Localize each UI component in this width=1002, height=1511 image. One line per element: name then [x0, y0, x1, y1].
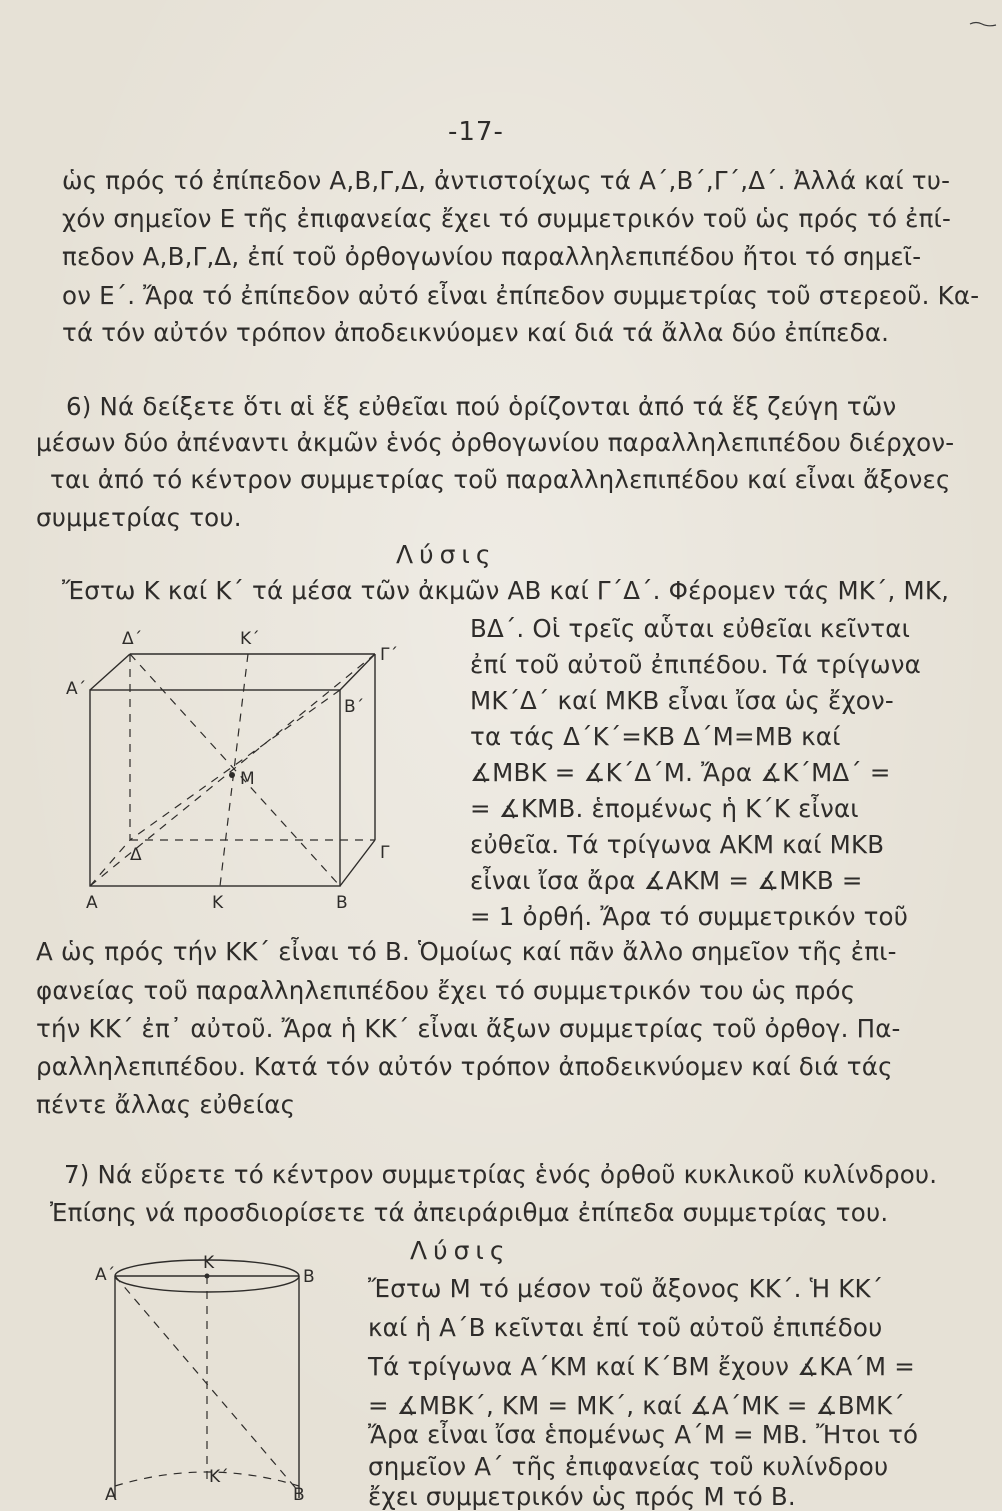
label-g1: Γ΄ — [380, 645, 398, 665]
label-b-top: Β — [303, 1267, 315, 1287]
problem-6-solution-line: εὐθεῖα. Τά τρίγωνα ΑΚΜ καί ΜΚΒ — [470, 830, 885, 859]
problem-7-solution-line: ἔχει συμμετρικόν ὡς πρός Μ τό Β. — [368, 1482, 796, 1511]
label-d: Δ — [130, 845, 142, 865]
label-g: Γ — [380, 843, 390, 863]
parallelepiped-figure — [60, 630, 400, 920]
problem-7-solution-line: σημεῖον Α΄ τῆς ἐπιφανείας τοῦ κυλίνδρου — [368, 1452, 889, 1481]
problem-6-statement-line: ται ἀπό τό κέντρον συμμετρίας τοῦ παραλληλεπιπέδου καί εἶναι ἄξονες — [50, 465, 951, 494]
problem-6-solution-line: πέντε ἄλλας εὐθείας — [36, 1090, 296, 1119]
text-line: πεδον Α,Β,Γ,Δ, ἐπί τοῦ ὀρθογωνίου παραλληλεπιπέδου ἤτοι τό σημεῖ- — [62, 242, 922, 271]
problem-7-solution-line: καί ἡ Α΄Β κεῖνται ἐπί τοῦ αὐτοῦ ἐπιπέδου — [368, 1313, 883, 1342]
label-b1: Β΄ — [344, 697, 365, 717]
text-line: ὡς πρός τό ἐπίπεδον Α,Β,Γ,Δ, ἀντιστοίχως τά Α΄,Β΄,Γ΄,Δ΄. Ἀλλά καί τυ- — [62, 166, 951, 195]
label-a: Α — [105, 1485, 117, 1505]
problem-6-solution-line: Α ὡς πρός τήν ΚΚ΄ εἶναι τό Β. Ὁμοίως καί πᾶν ἄλλο σημεῖον τῆς ἐπι- — [36, 937, 897, 966]
cylinder-figure — [95, 1248, 325, 1505]
label-k1: Κ΄ — [209, 1467, 229, 1487]
problem-6-solution-line: ∡ΜΒΚ = ∡Κ΄Δ΄Μ. Ἄρα ∡Κ΄ΜΔ΄ = — [470, 758, 891, 787]
point-k — [205, 1274, 210, 1279]
page-number: -17- — [448, 117, 504, 147]
corner-ink-mark — [968, 20, 998, 28]
label-k1: Κ΄ — [240, 629, 260, 649]
label-a: Α — [86, 893, 98, 913]
label-k: Κ — [212, 893, 224, 913]
problem-6-solution-line: Ἔστω Κ καί Κ΄ τά μέσα τῶν ἀκμῶν ΑΒ καί Γ΄Δ΄. Φέρομεν τάς ΜΚ΄, ΜΚ, — [62, 576, 950, 605]
text-line: χόν σημεῖον Ε τῆς ἐπιφανείας ἔχει τό συμμετρικόν τοῦ ὡς πρός τό ἐπί- — [62, 204, 952, 233]
problem-6-statement-line: μέσων δύο ἀπέναντι ἀκμῶν ἑνός ὀρθογωνίου παραλληλεπιπέδου διέρχον- — [36, 428, 955, 457]
problem-6-solution-line: τα τάς Δ΄Κ΄=ΚΒ Δ΄Μ=ΜΒ καί — [470, 722, 841, 751]
problem-6-solution-line: εἶναι ἴσα ἄρα ∡ΑΚΜ = ∡ΜΚΒ = — [470, 866, 863, 895]
problem-6-solution-line: ΒΔ΄. Οἱ τρεῖς αὗται εὐθεῖαι κεῖνται — [470, 614, 911, 643]
front-face — [90, 690, 340, 886]
problem-7-solution-line: = ∡ΜΒΚ΄, ΚΜ = ΜΚ΄, καί ∡Α΄ΜΚ = ∡ΒΜΚ΄ — [368, 1391, 905, 1420]
connect-edge-left-top — [90, 654, 130, 690]
label-a1: Α΄ — [95, 1265, 116, 1285]
problem-6-solution-heading: Λύσις — [396, 540, 497, 569]
problem-6-statement-line: συμμετρίας του. — [36, 503, 242, 532]
problem-6-solution-line: ἐπί τοῦ αὐτοῦ ἐπιπέδου. Τά τρίγωνα — [470, 650, 921, 679]
text-line: τά τόν αὐτόν τρόπον ἀποδεικνύομεν καί διά τά ἄλλα δύο ἐπίπεδα. — [62, 318, 890, 347]
text-line: ον Ε΄. Ἄρα τό ἐπίπεδον αὐτό εἶναι ἐπίπεδον συμμετρίας τοῦ στερεοῦ. Κα- — [62, 281, 980, 310]
label-b: Β — [336, 893, 348, 913]
connect-edge-right-bottom — [340, 840, 375, 886]
label-b: Β — [293, 1485, 305, 1505]
problem-6-solution-line: = ∡ΚΜΒ. ἑπομένως ἡ Κ΄Κ εἶναι — [470, 794, 859, 823]
diagonal-d1-b — [130, 654, 340, 886]
problem-6-solution-line: ΜΚ΄Δ΄ καί ΜΚΒ εἶναι ἴσα ὡς ἔχον- — [470, 686, 894, 715]
problem-7-solution-line: Ἔστω Μ τό μέσον τοῦ ἄξονος ΚΚ΄. Ἡ ΚΚ΄ — [368, 1274, 884, 1303]
problem-7-statement-line: Ἐπίσης νά προσδιορίσετε τά ἀπειράριθμα ἐπίπεδα συμμετρίας του. — [50, 1198, 889, 1227]
problem-6-solution-line: ραλληλεπιπέδου. Κατά τόν αὐτόν τρόπον ἀποδεικνύομεν καί διά τάς — [36, 1052, 893, 1081]
label-k: Κ — [203, 1253, 215, 1273]
problem-6-statement-line: 6) Νά δείξετε ὅτι αἱ ἕξ εὐθεῖαι πού ὁρίζονται ἀπό τά ἕξ ζεύγη τῶν — [66, 392, 897, 421]
label-d1: Δ΄ — [122, 629, 143, 649]
label-a1: Α΄ — [66, 679, 87, 699]
problem-6-solution-line: = 1 ὀρθή. Ἄρα τό συμμετρικόν τοῦ — [470, 902, 909, 931]
center-point-m — [229, 772, 235, 778]
hidden-edge-left-bottom — [90, 840, 130, 886]
problem-6-solution-line: τήν ΚΚ΄ ἐπ᾽ αὐτοῦ. Ἄρα ἡ ΚΚ΄ εἶναι ἄξων συμμετρίας τοῦ ὀρθογ. Πα- — [36, 1014, 901, 1043]
problem-7-solution-line: Τά τρίγωνα Α΄ΚΜ καί Κ΄ΒΜ ἔχουν ∡ΚΑ΄Μ = — [368, 1352, 915, 1381]
problem-6-solution-line: φανείας τοῦ παραλληλεπιπέδου ἔχει τό συμμετρικόν του ὡς πρός — [36, 976, 856, 1005]
connect-edge-right-top — [340, 654, 375, 690]
problem-7-statement-line: 7) Νά εὕρετε τό κέντρον συμμετρίας ἑνός ὀρθοῦ κυκλικοῦ κυλίνδρου. — [64, 1160, 938, 1189]
problem-7-solution-line: Ἄρα εἶναι ἴσα ἑπομένως Α΄Μ = ΜΒ. Ἤτοι τό — [368, 1420, 919, 1449]
label-m: Μ — [240, 769, 255, 789]
problem-7-solution-heading: Λύσις — [410, 1236, 511, 1265]
